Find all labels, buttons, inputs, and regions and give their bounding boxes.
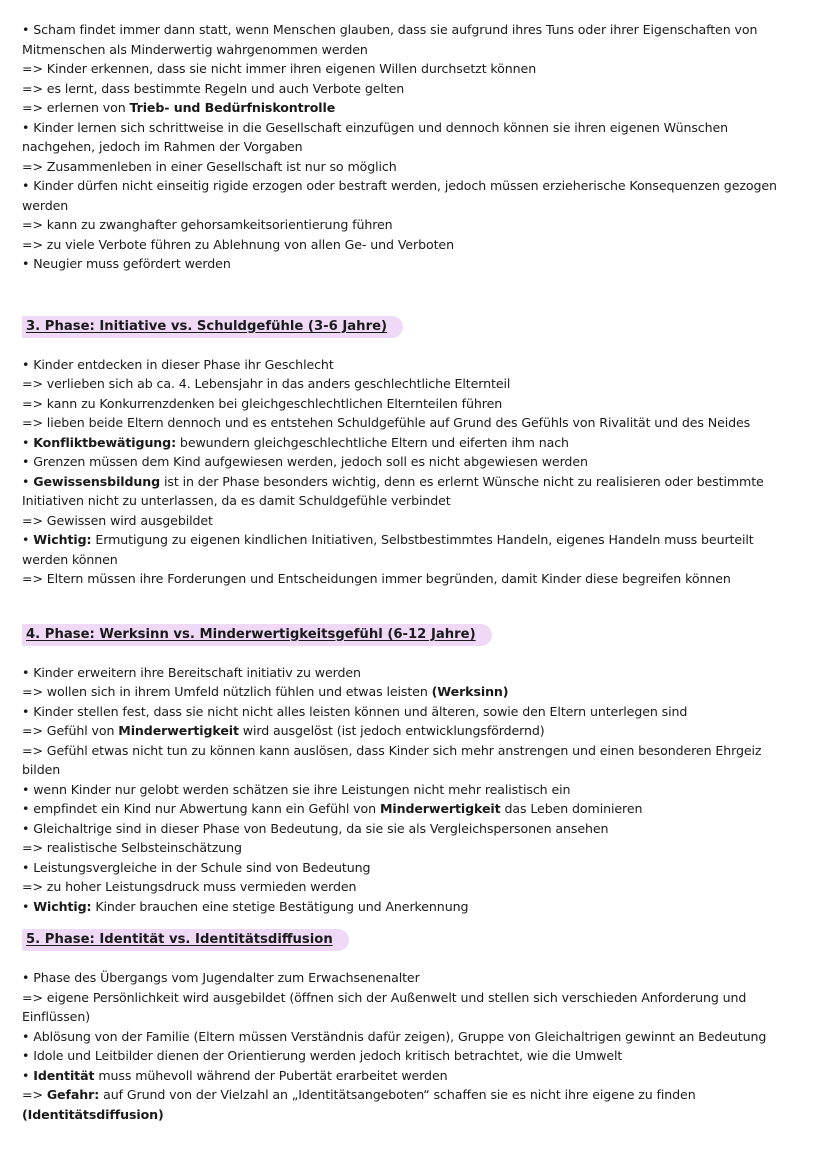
line-text: • Ablösung von der Familie (Eltern müssen Verständnis dafür zeigen), Gruppe von Gleichaltrigen gewinnt an Bedeutung [22,1028,767,1044]
text-line [22,663,802,683]
line-text: => wollen sich in ihrem Umfeld nützlich fühlen und etwas leisten [22,684,432,699]
line-bold-term: Identität [33,1067,95,1083]
text-line [22,254,802,274]
line-text: • Phase des Übergangs vom Jugendalter zum Erwachsenenalter [22,970,420,985]
line-text-continued: das Leben dominieren [500,801,643,816]
text-line [22,98,802,118]
line-text: • [22,1067,34,1083]
text-line [22,858,802,878]
text-line [22,79,802,99]
text-line [22,433,802,453]
text-line [22,452,802,472]
line-text-continued: Kinder brauchen eine stetige Bestätigung und Anerkennung [91,898,469,914]
line-text: => Zusammenleben in einer Gesellschaft ist nur so möglich [22,158,397,174]
text-line [22,157,802,177]
text-line [22,838,802,858]
line-text: => Gefühl von [22,723,119,738]
line-text: => verlieben sich ab ca. 4. Lebensjahr in das anders geschlechtliche Elternteil [22,376,511,391]
intro-section [22,20,802,274]
text-line [22,569,802,589]
text-line [22,215,802,235]
line-text: => realistische Selbsteinschätzung [22,840,242,855]
line-text: => Gefühl etwas nicht tun zu können kann auslösen, dass Kinder sich mehr anstrengen und einen besonderen Ehrgeiz bilden [22,742,762,777]
line-text: => Kinder erkennen, dass sie nicht immer ihren eigenen Willen durchsetzt können [22,61,537,76]
line-text: • Kinder erweitern ihre Bereitschaft initiativ zu werden [22,664,361,680]
text-line [22,530,802,569]
line-text-continued: auf Grund von der Vielzahl an „Identitätsangeboten“ schaffen sie es nicht ihre eigene zu finden [99,1087,696,1102]
line-bold-term: Wichtig: [33,532,92,547]
line-text: • [22,473,34,489]
text-line [22,394,802,414]
text-line [22,682,802,702]
line-text: • Neugier muss gefördert werden [22,256,231,271]
line-text: • empfindet ein Kind nur Abwertung kann ein Gefühl von [22,801,380,816]
text-line [22,1046,802,1066]
line-text: • Leistungsvergleiche in der Schule sind von Bedeutung [22,859,371,875]
text-line [22,721,802,741]
text-line [22,741,802,780]
line-text: • [22,898,34,914]
phase5-section [22,968,802,1124]
line-bold-term: Gewissensbildung [33,473,161,489]
text-line [22,988,802,1027]
line-text: • [22,434,34,450]
line-text-continued: wird ausgelöst (ist jedoch entwicklungsfördernd) [238,723,545,738]
line-text-continued: Ermutigung zu eigenen kindlichen Initiativen, Selbstbestimmtes Handeln, eigenes Handeln muss beurteilt werden können [22,532,754,567]
line-text: • Grenzen müssen dem Kind aufgewiesen werden, jedoch soll es nicht abgewiesen werden [22,454,588,469]
line-text: => erlernen von [22,100,130,115]
line-bold-term: Konfliktbewätigung: [33,434,177,450]
line-text: => Eltern müssen ihre Forderungen und Entscheidungen immer begründen, damit Kinder diese begreifen können [22,571,731,586]
line-text: => eigene Persönlichkeit wird ausgebildet (öffnen sich der Außenwelt und stellen sich verschieden Anforderung und Einflüssen) [22,989,747,1024]
line-text: • [22,532,34,547]
line-text: => zu hoher Leistungsdruck muss vermieden werden [22,879,357,894]
line-bold-term: Trieb- und Bedürfniskontrolle [129,100,336,115]
text-line [22,968,802,988]
text-line [22,877,802,897]
phase4-section [22,663,802,917]
text-line [22,1066,802,1086]
line-text: • Scham findet immer dann statt, wenn Menschen glauben, dass sie aufgrund ihres Tuns oder ihrer Eigenschaften von Mitmenschen als Minderwertig wahrgenommen werden [22,22,758,57]
line-text: => lieben beide Eltern dennoch und es entstehen Schuldgefühle auf Grund des Gefühls von Rivalität und des Neides [22,415,751,430]
line-text-continued: ist in der Phase besonders wichtig, denn es erlernt Wünsche nicht zu realisieren oder bestimmte Initiativen nicht zu unterlassen, da es damit Schuldgefühle verbindet [22,473,764,508]
line-text: => kann zu zwanghafter gehorsamkeitsorientierung führen [22,217,393,232]
line-bold-term: (Werksinn) [431,684,509,699]
text-line [22,799,802,819]
text-line [22,20,802,59]
line-text: • Kinder entdecken in dieser Phase ihr Geschlecht [22,356,334,372]
text-line [22,118,802,157]
phase3-heading: 3. Phase: Initiative vs. Schuldgefühle (3-6 Jahre) [22,316,403,338]
phase5-heading: 5. Phase: Identität vs. Identitätsdiffusion [22,929,349,951]
text-line [22,1085,802,1105]
text-line [22,355,802,375]
text-line [22,780,802,800]
line-bold-term: (Identitätsdiffusion) [22,1106,164,1122]
line-text: • Kinder stellen fest, dass sie nicht nicht alles leisten können und älteren, sowie den Eltern unterlegen sind [22,703,688,719]
text-line [22,413,802,433]
text-line [22,1105,802,1125]
line-text: • Kinder dürfen nicht einseitig rigide erzogen oder bestraft werden, jedoch müssen erzieherische Konsequenzen gezogen werden [22,178,777,213]
phase4-heading: 4. Phase: Werksinn vs. Minderwertigkeitsgefühl (6-12 Jahre) [22,624,492,646]
text-line [22,1027,802,1047]
text-line [22,59,802,79]
line-text: • Kinder lernen sich schrittweise in die Gesellschaft einzufügen und dennoch können sie ihren eigenen Wünschen nachgehen, jedoch im Rahmen der Vorgaben [22,119,729,154]
text-line [22,472,802,511]
line-text: • wenn Kinder nur gelobt werden schätzen sie ihre Leistungen nicht mehr realistisch ein [22,781,571,797]
line-bold-term: Gefahr: [46,1087,100,1102]
line-text-continued: bewundern gleichgeschlechtliche Eltern und eiferten ihm nach [176,434,569,450]
line-text-continued: muss mühevoll während der Pubertät erarbeitet werden [94,1067,448,1083]
line-bold-term: Minderwertigkeit [118,723,239,738]
text-line [22,235,802,255]
text-line [22,897,802,917]
line-text: • Gleichaltrige sind in dieser Phase von Bedeutung, da sie sie als Vergleichspersonen ansehen [22,820,609,836]
line-bold-term: Wichtig: [33,898,92,914]
text-line [22,176,802,215]
text-line [22,702,802,722]
phase3-section [22,355,802,589]
text-line [22,819,802,839]
line-text: • Idole und Leitbilder dienen der Orientierung werden jedoch kritisch betrachtet, wie die Umwelt [22,1048,623,1063]
text-line [22,511,802,531]
line-text: => zu viele Verbote führen zu Ablehnung von allen Ge- und Verboten [22,236,454,252]
text-line [22,374,802,394]
line-text: => kann zu Konkurrenzdenken bei gleichgeschlechtlichen Elternteilen führen [22,395,503,411]
line-text: => [22,1087,47,1102]
line-text: => es lernt, dass bestimmte Regeln und auch Verbote gelten [22,80,405,96]
line-bold-term: Minderwertigkeit [379,801,501,816]
line-text: => Gewissen wird ausgebildet [22,512,213,528]
